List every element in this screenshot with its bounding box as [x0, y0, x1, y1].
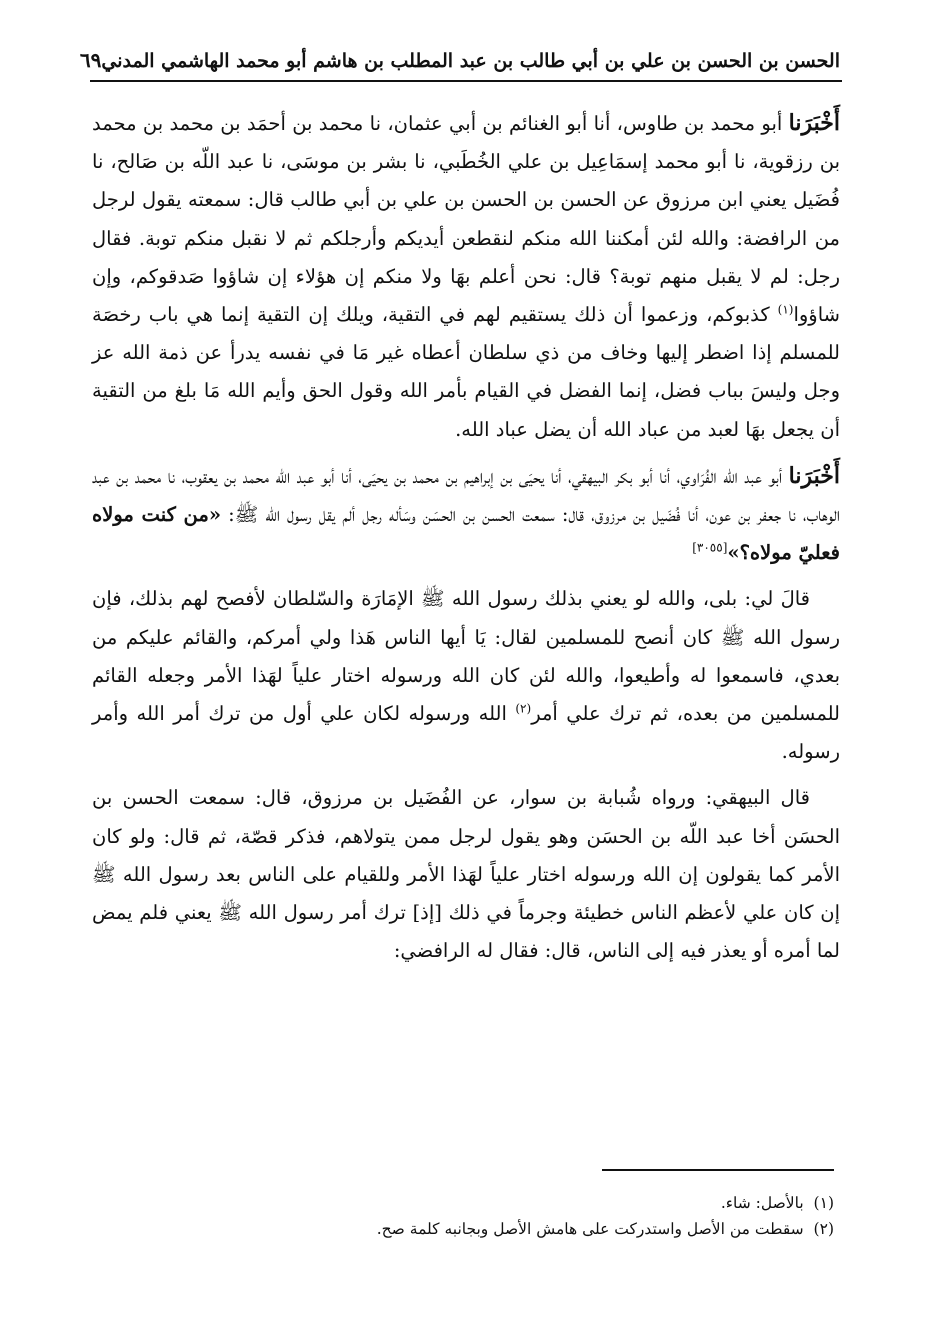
paragraph-text: قال البيهقي: ورواه شُبابة بن سوار، عن الفُضَيل بن مرزوق، قال: سمعت الحسن بن الحسَن أخا عبد اللّه بن الحسَن وهو يقول لرجل ممن يتولاهم، فذكر قصّة، ثم قال: ولو كان الأمر كما يقولون إن الله ورسوله اختار علياً لهَذا الأمر وللقيام على الناس بعد رسول الله ﷺ إن كان علي لأعظم الناس خطيئة وجرماً في ذلك [إذ] ترك أمر رسول الله ﷺ يعني فلم يمض لما أمره أو يعذر فيه إلى الناس، قال: فقال له الرافضي: [92, 786, 840, 963]
hadith-quote: «من كنت مولاه فعليّ مولاه؟» [92, 503, 840, 565]
paragraph-4 [92, 779, 840, 970]
footnote-1 [92, 1190, 834, 1216]
paragraph-text: أبو عبد اللّه الفُرَاوي، أنا أبو بكر البيهقي، أنا يحيَى بن إبراهيم بن محمد بن يحيَى، أنا أبو عبد اللّه محمد بن يعقوب، نا محمد بن عبد الوهاب، نا جعفر بن عون، أنا فُضَيل بن مرزوق، قال: سمعت الحسن بن الحسَن وسَأله رجل ألم يقل رسول الله ﷺ: [92, 464, 840, 527]
header-rule [90, 80, 842, 82]
footnote-marker: (٢) [515, 701, 532, 716]
footnote-marker: (١) [777, 302, 794, 317]
paragraph-text: قالَ لي: بلى، والله لو يعني بذلك رسول الله ﷺ الإمَارَة والسّلطان لأفصح لهم بذلك، فإن رسول الله ﷺ كان أنصح للمسلمين لقال: يَا أيها الناس هَذا ولي أمركم، والقائم عليكم من بعدي، فاسمعوا له وأطيعوا، والله لئن كان الله ورسوله اختار علياً لهَذا الأمر وجعله القائم للمسلمين من بعده، ثم ترك علي أمر [92, 587, 840, 726]
running-head: الحسن بن الحسن بن علي بن أبي طالب بن عبد المطلب بن هاشم أبو محمد الهاشمي المدني [101, 50, 840, 72]
main-text [92, 104, 840, 978]
footnote-number: (٢) [813, 1220, 834, 1238]
reference-number: [٣٠٥٥] [692, 540, 728, 555]
footnote-number: (١) [813, 1194, 834, 1212]
footnote-text: بالأصل: شاء. [720, 1194, 804, 1212]
paragraph-3 [92, 580, 840, 771]
paragraph-2 [92, 457, 840, 573]
paragraph-lead-word: أَخْبَرَنا [788, 462, 840, 489]
footnote-rule [602, 1169, 834, 1171]
page-header [79, 36, 840, 72]
paragraph-1 [92, 104, 840, 449]
paragraph-lead-word: أَخْبَرَنا [788, 110, 840, 136]
paragraph-text: الله ورسوله لكان علي أول من ترك أمر الله وأمر رسوله. [92, 702, 840, 764]
footnote-text: سقطت من الأصل واستدركت على هامش الأصل وبجانبه كلمة صح. [376, 1220, 804, 1238]
page-number: ٦٩ [79, 48, 102, 72]
paragraph-text: كذبوكم، وزعموا أن ذلك يستقيم لهم في التقية، ويلك إن التقية إنما هي باب رخصَة للمسلم إذا اضطر إليها وخاف من ذي سلطان أعطاه غير مَا في نفسه يدرأ عن ذمة الله عز وجل وليسَ بباب فضل، إنما الفضل في القيام بأمر الله وقول الحق وأيم الله مَا بلغ من التقية أن يجعل بهَا لعبد من عباد الله أن يضل عباد الله. [92, 303, 840, 441]
footnote-2 [92, 1216, 834, 1242]
paragraph-text: أبو محمد بن طاوس، أنا أبو الغنائم بن أبي عثمان، نا محمد بن أحمَد بن محمد بن محمد بن رزقوية، نا أبو محمد إسمَاعِيل بن علي الخُطَبي، نا بشر بن موسَى، نا عبد اللّه بن صَالح، نا فُضَيل يعني ابن مرزوق عن الحسن بن الحسن بن علي بن أبي طالب قال: سمعته يقول لرجل من الرافضة: والله لئن أمكننا الله منكم لنقطعن أيديكم وأرجلكم ثم لا نقبل منكم توبة. فقال رجل: لم لا يقبل منهم توبة؟ قال: نحن أعلم بهَا ولا منكم إن هؤلاء إن شاؤوا صَدقوكم، وإن شاؤوا [92, 112, 840, 327]
footnotes [92, 1190, 834, 1242]
